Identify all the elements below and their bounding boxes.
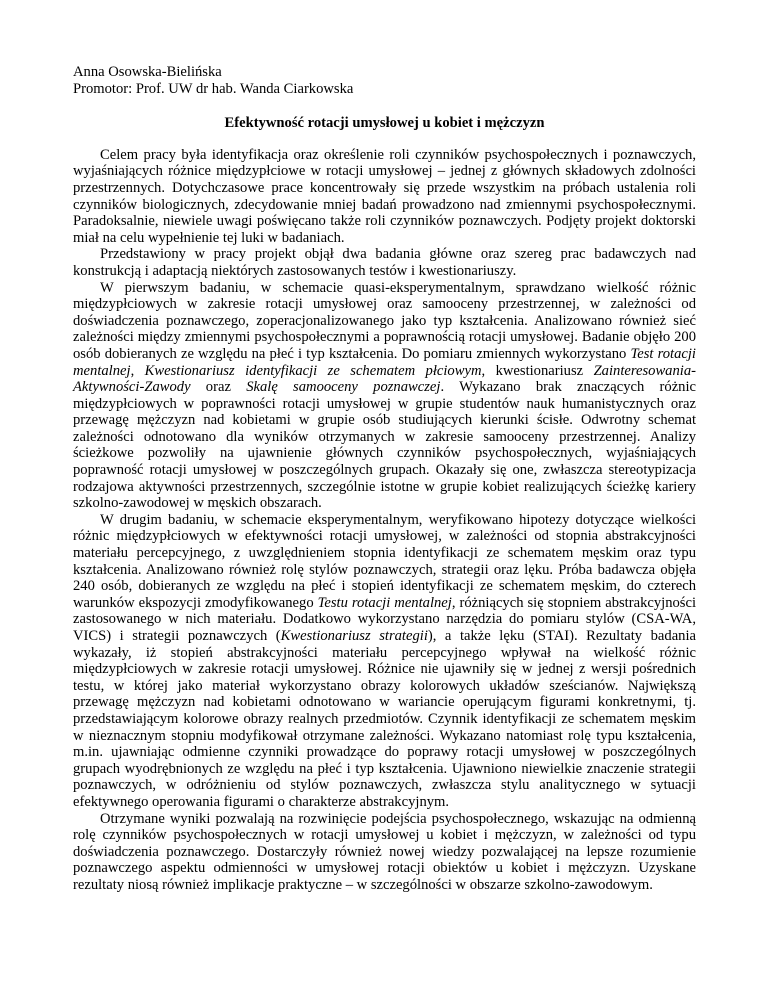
study-one-scale-name: Skalę samooceny poznawczej <box>246 379 441 396</box>
study-one-test-name: Test rotacji mentalnej <box>73 345 696 379</box>
study-two-strategy-name: Kwestionariusz strategii <box>280 628 428 644</box>
paragraph-study-two <box>73 512 696 811</box>
study-one-text-3: , kwestionariusz <box>481 362 594 379</box>
study-one-text-1: W pierwszym badaniu, w schemacie quasi-eksperymentalnym, sprawdzano wielkość różnic międzypłciowych w zakresie rotacji umysłowej oraz samooceny przestrzennej, w zależności od doświadczenia poznawczego, zoperacjonalizowanego jako typ kształcenia. Analizowano również sieć zależności między zmiennymi psychospołecznymi a poprawnością rotacji umysłowej. Badanie objęło 200 osób dobieranych ze względu na płeć i typ kształcenia. Do pomiaru zmiennych wykorzystano <box>73 279 696 362</box>
document-page <box>73 64 696 894</box>
study-one-text-5: . Wykazano brak znaczących różnic międzypłciowych w poprawności rotacji umysłowej w grupie studentów nauk humanistycznych oraz przewagę mężczyzn nad kobietami w grupie osób studiujących kierunki ścisłe. Odwrotny schemat zależności odnotowano dla wyników otrzymanych w zakresie samooceny przestrzennej. Analizy ścieżkowe pozwoliły na ujawnienie głównych czynników psychospołecznych, wyjaśniających poprawność rotacji umysłowej w poszczególnych grupach. Okazały się one, zwłaszcza stereotypizacja rodzajowa aktywności przestrzennych, szczególnie istotne w grupie kobiet realizujących ścieżkę kariery szkolno-zawodowej w męskich obszarach. <box>73 379 696 512</box>
paragraph-study-one <box>73 280 696 512</box>
promotor-line: Promotor: Prof. UW dr hab. Wanda Ciarkowska <box>73 80 354 97</box>
document-title: Efektywność rotacji umysłowej u kobiet i mężczyzn <box>224 115 545 132</box>
study-one-text-2: , <box>130 362 145 379</box>
study-two-test-name: Testu rotacji mentalnej <box>317 594 452 611</box>
paragraph-overview: Przedstawiony w pracy projekt objął dwa badania główne oraz szereg prac badawczych nad konstrukcją i adaptacją niektórych zastosowanych testów i kwestionariuszy. <box>73 246 696 279</box>
paragraph-conclusions: Otrzymane wyniki pozwalają na rozwinięcie podejścia psychospołecznego, wskazując na odmienną rolę czynników psychospołecznych w rotacji umysłowej u kobiet i mężczyzn, w zależności od typu doświadczenia poznawczego. Dostarczyły również nowej wiedzy pozwalającej na lepsze rozumienie poznawczego aspektu odmienności w umysłowej rotacji obiektów u kobiet i mężczyzn. Uzyskane rezultaty niosą również implikacje praktyczne – w szczególności w obszarze szkolno-zawodowym. <box>73 810 696 893</box>
paragraph-aim: Celem pracy była identyfikacja oraz określenie roli czynników psychospołecznych i poznawczych, wyjaśniających różnice międzypłciowe w rotacji umysłowej – jednej z głównych składowych zdolności przestrzennych. Dotychczasowe prace koncentrowały się przede wszystkim na próbach ustalenia roli czynników biologicznych, zdecydowanie mniej badań prowadzono nad zmiennymi psychospołecznymi. Paradoksalnie, niewiele uwagi poświęcano także roli czynników poznawczych. Podjęty projekt doktorski miał na celu wypełnienie tej luki w badaniach. <box>73 146 696 246</box>
study-two-text-1: W drugim badaniu, w schemacie eksperymentalnym, weryfikowano hipotezy dotyczące wielkości różnic międzypłciowych w efektywności rotacji umysłowej, w zależności od stopnia abstrakcyjności materiału percepcyjnego, z uwzględnieniem stopnia identyfikacji ze schematem męskim oraz typu kształcenia. Analizowano również rolę stylów poznawczych, strategii oraz lęku. Próba badawcza objęła 240 osób, dobieranych ze względu na płeć i stopień identyfikacji ze schematem męskim, do czterech warunków ekspozycji zmodyfikowanego <box>73 511 696 611</box>
study-two-text-3: ), a także lęku (STAI). Rezultaty badania wykazały, iż stopień abstrakcyjności materiału percepcyjnego wpływał na wielkość różnic międzypłciowych w zakresie rotacji umysłowej. Różnice nie ujawniły się w jednej z wersji pośrednich testu, w której jako materiał wykorzystano obrazy kolorowych układów sześcianów. Największą przewagę mężczyzn nad kobietami odnotowano w wariancie operującym figurami konkretnymi, tj. przedstawiającym kolorowe obrazy realnych przedmiotów. Czynnik identyfikacji ze schematem męskim w nieznacznym stopniu modyfikował otrzymane zależności. Wykazano natomiast rolę typu kształcenia, m.in. ujawniając odmienne czynniki prowadzące do poprawy rotacji umysłowej w poszczególnych grupach wyodrębnionych ze względu na płeć i typ kształcenia. Ujawniono niewielkie znaczenie strategii poznawczych, w odróżnieniu od stylów poznawczych, zwłaszcza stylu analitycznego w sytuacji efektywnego operowania figurami o charakterze abstrakcyjnym. <box>73 628 697 810</box>
study-one-interests-name: Zainteresowania-Aktywności-Zawody <box>73 362 696 396</box>
study-one-text-4: oraz <box>190 379 247 396</box>
study-two-text-2: , różniących się stopniem abstrakcyjności zastosowanego w nich materiału. Dodatkowo wykorzystano narzędzia do pomiaru stylów (CSA-WA, VICS) i strategii poznawczych ( <box>73 594 696 644</box>
author-name: Anna Osowska-Bielińska <box>73 64 222 80</box>
study-one-questionnaire-name: Kwestionariusz identyfikacji ze schematem płciowym <box>144 362 482 379</box>
